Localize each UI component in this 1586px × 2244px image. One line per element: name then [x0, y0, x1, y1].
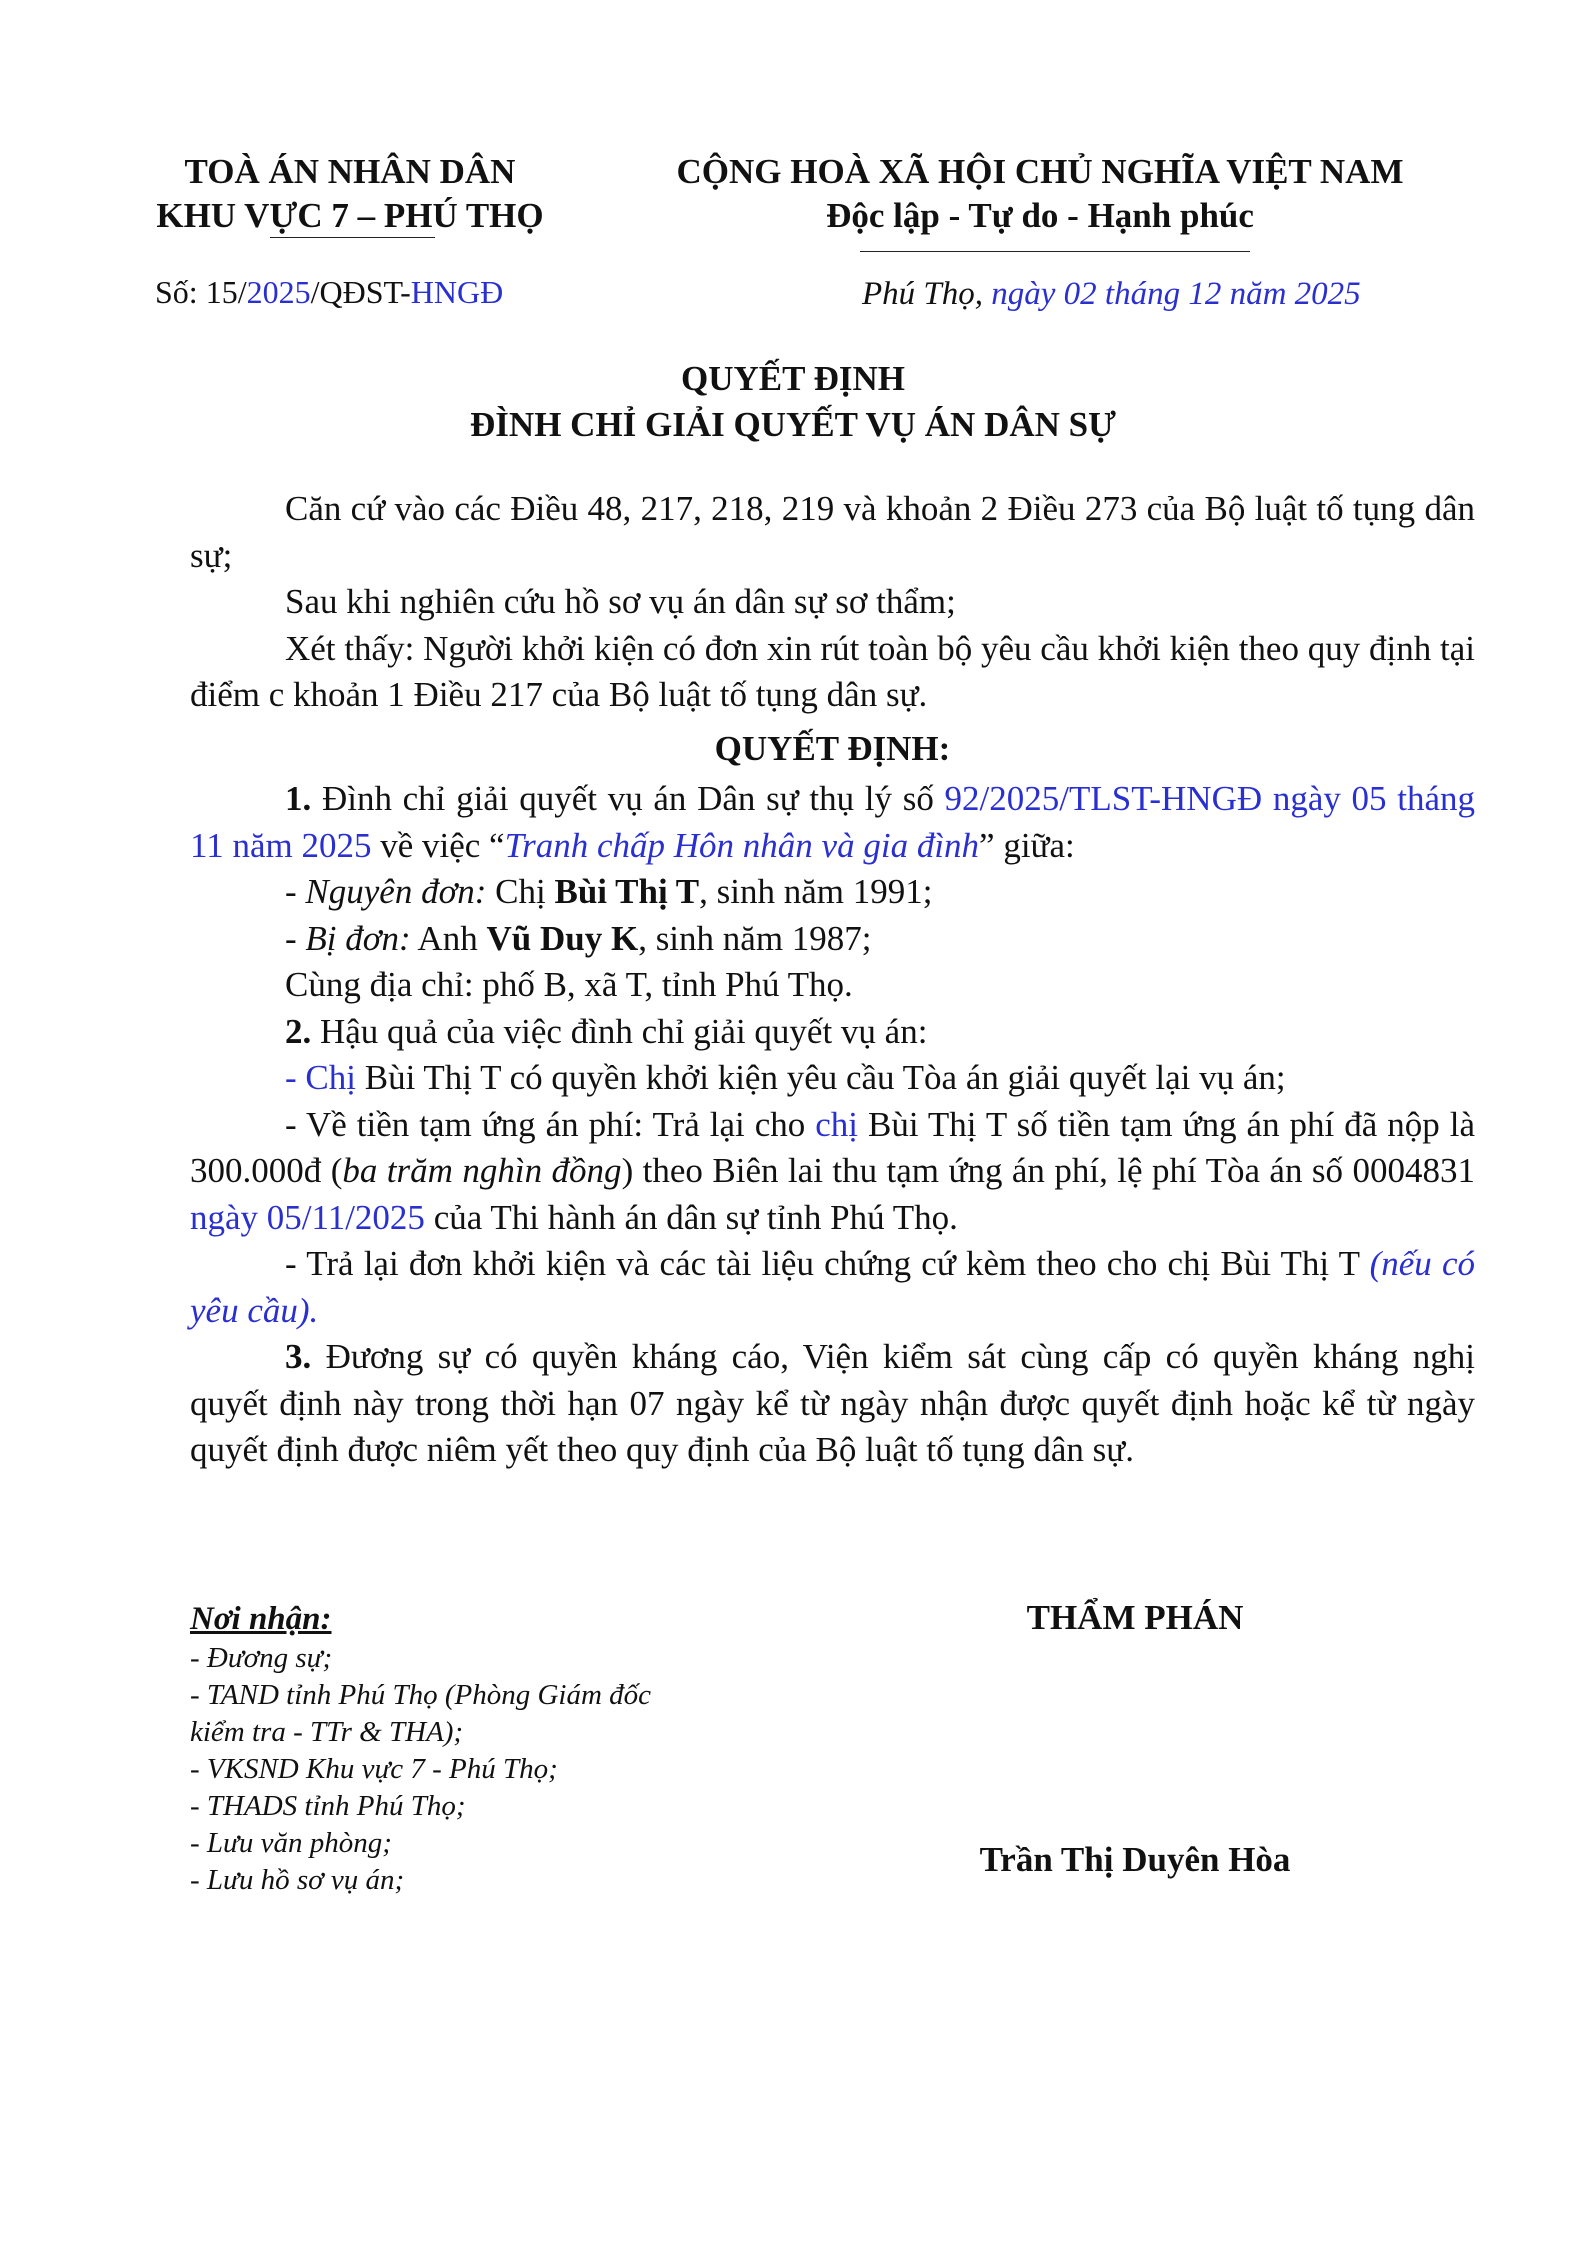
court-underline: [270, 237, 435, 238]
basis-paragraph: Xét thấy: Người khởi kiện có đơn xin rút toàn bộ yêu cầu khởi kiện theo quy định tại điểm c khoản 1 Điều 217 của Bộ luật tố tụng dân sự.: [190, 628, 1475, 714]
nation-name: CỘNG HOÀ XÃ HỘI CHỦ NGHĨA VIỆT NAM: [676, 152, 1404, 191]
document-title: QUYẾT ĐỊNH: [681, 359, 905, 398]
recipient-item: - VKSND Khu vực 7 - Phú Thọ;: [190, 1753, 558, 1785]
nation-motto: Độc lập - Tự do - Hạnh phúc: [826, 196, 1254, 235]
court-region: KHU VỰC 7 – PHÚ THỌ: [156, 196, 544, 235]
item-2: 2. Hậu quả của việc đình chỉ giải quyết vụ án:: [285, 1011, 928, 1051]
recipients-title: Nơi nhận:: [190, 1601, 332, 1637]
item-3: 3. Đương sự có quyền kháng cáo, Viện kiểm sát cùng cấp có quyền kháng nghị quyết định này trong thời hạn 07 ngày kể từ ngày nhận được quyết định hoặc kể từ ngày quyết định được niêm yết theo quy định của Bộ luật tố tụng dân sự.: [190, 1337, 1475, 1469]
document-body: [190, 486, 1475, 1474]
place-date: Phú Thọ, ngày 02 tháng 12 năm 2025: [862, 276, 1361, 312]
recipient-item: - Lưu hồ sơ vụ án;: [190, 1864, 405, 1896]
decision-heading: QUYẾT ĐỊNH:: [714, 728, 951, 768]
address-line: Cùng địa chỉ: phố B, xã T, tỉnh Phú Thọ.: [285, 965, 853, 1004]
recipient-item: - Đương sự;: [190, 1642, 333, 1674]
document-number: Số: 15/2025/QĐST-HNGĐ: [155, 274, 504, 310]
basis-paragraph: Sau khi nghiên cứu hồ sơ vụ án dân sự sơ thẩm;: [285, 582, 956, 621]
consequence-1: - Chị Bùi Thị T có quyền khởi kiện yêu cầu Tòa án giải quyết lại vụ án;: [285, 1058, 1286, 1097]
document-subtitle: ĐÌNH CHỈ GIẢI QUYẾT VỤ ÁN DÂN SỰ: [470, 405, 1116, 444]
signer-role: THẨM PHÁN: [1026, 1598, 1244, 1637]
recipient-item: - Lưu văn phòng;: [190, 1827, 392, 1859]
nation-header: [660, 150, 1420, 238]
court-name: TOÀ ÁN NHÂN DÂN: [184, 152, 516, 191]
recipient-item: - TAND tỉnh Phú Thọ (Phòng Giám đốc kiểm tra - TTr & THA);: [190, 1679, 652, 1748]
plaintiff-name: Bùi Thị T: [554, 872, 700, 911]
case-subject: Tranh chấp Hôn nhân và gia đình: [504, 825, 980, 865]
recipients-block: [190, 1598, 750, 1899]
case-reference: 92/2025/TLST-HNGĐ ngày 05 tháng 11 năm 2025: [190, 779, 1475, 865]
defendant-name: Vũ Duy K: [486, 918, 639, 958]
basis-paragraph: Căn cứ vào các Điều 48, 217, 218, 219 và khoản 2 Điều 273 của Bộ luật tố tụng dân sự;: [190, 489, 1475, 575]
item-1: 1. Đình chỉ giải quyết vụ án Dân sự thụ lý số 92/2025/TLST-HNGĐ ngày 05 tháng 11 năm 2025 về việc “Tranh chấp Hôn nhân và gia đình” giữa:: [190, 779, 1475, 865]
court-header: [140, 150, 560, 238]
motto-underline: [860, 251, 1250, 252]
recipient-item: - THADS tỉnh Phú Thọ;: [190, 1790, 466, 1822]
consequence-2: - Về tiền tạm ứng án phí: Trả lại cho chị Bùi Thị T số tiền tạm ứng án phí đã nộp là 300.000đ (ba trăm nghìn đồng) theo Biên lai thu tạm ứng án phí, lệ phí Tòa án số 0004831 ngày 05/11/2025 của Thi hành án dân sự tỉnh Phú Thọ.: [190, 1104, 1475, 1237]
plaintiff-line: - Nguyên đơn: Chị Bùi Thị T, sinh năm 1991;: [285, 872, 933, 911]
issue-date: ngày 02 tháng 12 năm 2025: [991, 276, 1361, 312]
consequence-3: - Trả lại đơn khởi kiện và các tài liệu chứng cứ kèm theo cho chị Bùi Thị T (nếu có yêu cầu).: [190, 1244, 1475, 1330]
defendant-line: - Bị đơn: Anh Vũ Duy K, sinh năm 1987;: [285, 918, 872, 958]
signer-name: Trần Thị Duyên Hòa: [979, 1840, 1291, 1879]
